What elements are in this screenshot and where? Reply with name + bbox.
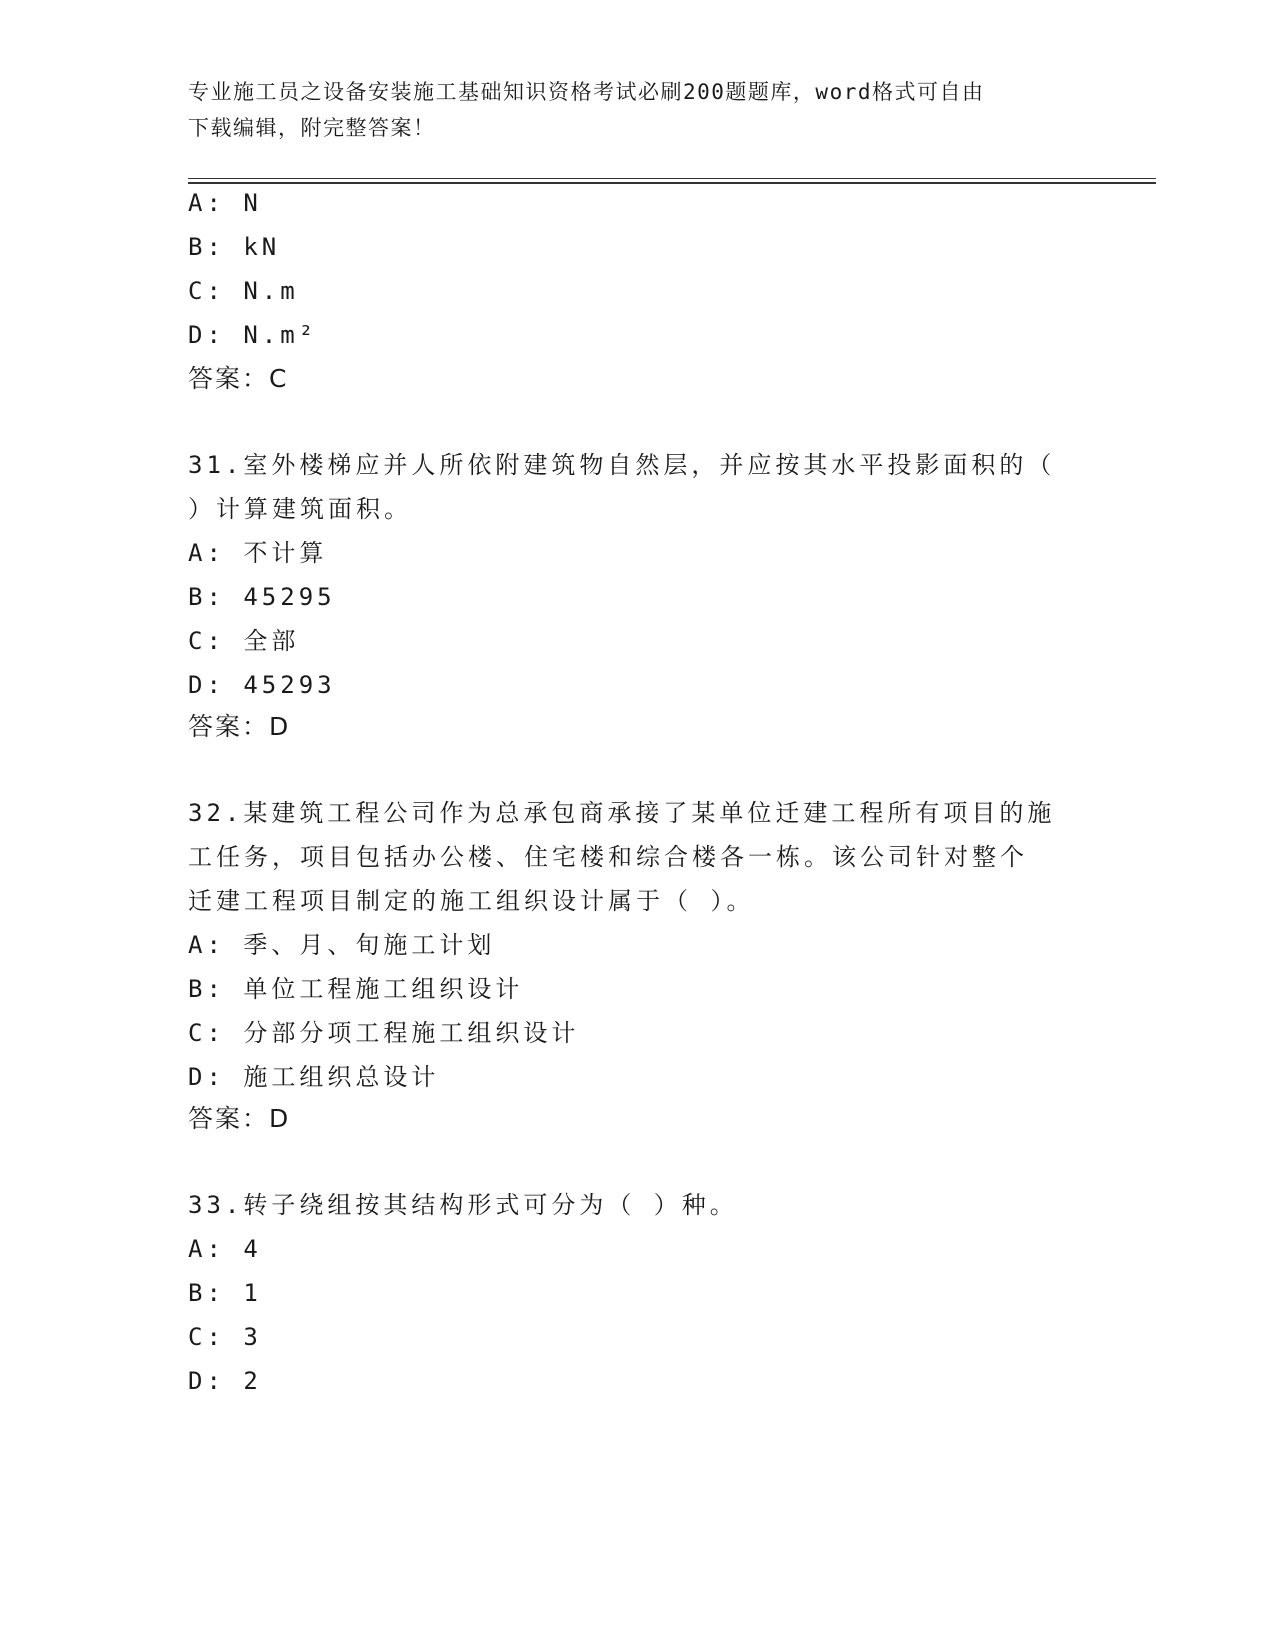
q32-answer: 答案：D <box>188 1104 291 1133</box>
q30-answer: 答案：C <box>188 364 289 393</box>
q32-option-b: B: 单位工程施工组织设计 <box>188 975 524 1003</box>
q32-option-a: A: 季、月、旬施工计划 <box>188 931 496 959</box>
q31-option-a: A: 不计算 <box>188 539 328 567</box>
q33-option-b: B: 1 <box>188 1279 262 1307</box>
q32-option-c: C: 分部分项工程施工组织设计 <box>188 1019 580 1047</box>
q30-option-b: B: kN <box>188 233 281 261</box>
q31-option-c: C: 全部 <box>188 627 300 655</box>
q33-option-a: A: 4 <box>188 1235 262 1263</box>
q32-stem-line-1: 32.某建筑工程公司作为总承包商承接了某单位迁建工程所有项目的施 <box>188 799 1056 827</box>
document-header <box>188 74 1068 146</box>
q31-stem-line-2: ）计算建筑面积。 <box>188 495 412 523</box>
header-divider-thick <box>188 182 1156 184</box>
header-line-1: 专业施工员之设备安装施工基础知识资格考试必刷200题题库，word格式可自由 <box>188 80 985 104</box>
header-line-2: 下载编辑，附完整答案！ <box>188 116 436 140</box>
header-divider-thin <box>188 178 1156 179</box>
q32-stem-line-3: 迁建工程项目制定的施工组织设计属于（ ）。 <box>188 887 755 915</box>
q32-option-d: D: 施工组织总设计 <box>188 1063 440 1091</box>
q31-option-b: B: 45295 <box>188 583 336 611</box>
q30-option-d: D: N.m² <box>188 321 318 349</box>
q32-stem-line-2: 工任务，项目包括办公楼、住宅楼和综合楼各一栋。该公司针对整个 <box>188 843 1028 871</box>
q30-option-a: A: N <box>188 189 262 217</box>
q33-option-c: C: 3 <box>188 1323 262 1351</box>
q31-stem-line-1: 31.室外楼梯应并人所依附建筑物自然层，并应按其水平投影面积的（ <box>188 451 1056 479</box>
q31-answer: 答案：D <box>188 712 291 741</box>
q33-option-d: D: 2 <box>188 1367 262 1395</box>
q33-stem-line-1: 33.转子绕组按其结构形式可分为（ ）种。 <box>188 1191 738 1219</box>
q31-option-d: D: 45293 <box>188 671 336 699</box>
q30-option-c: C: N.m <box>188 277 299 305</box>
